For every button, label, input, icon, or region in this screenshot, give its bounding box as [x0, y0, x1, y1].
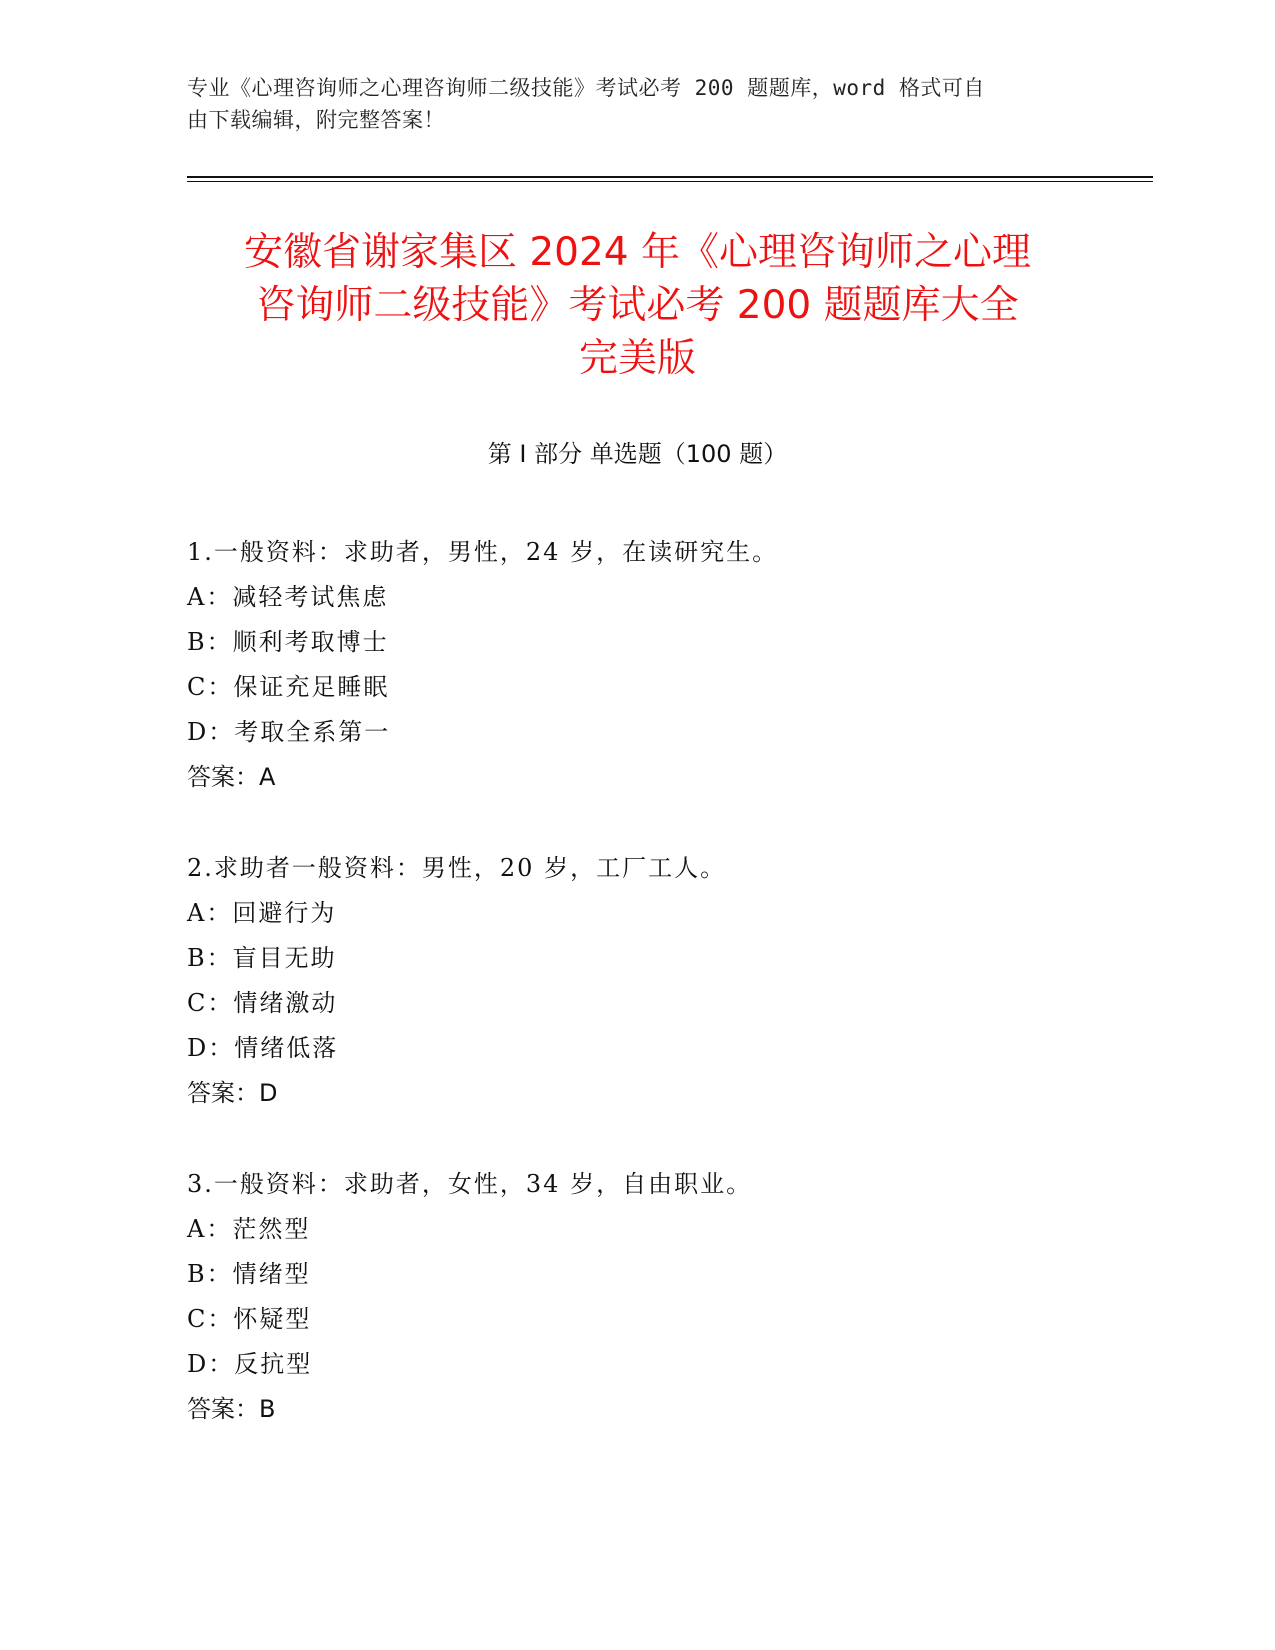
header-note-line-2: 由下载编辑，附完整答案！	[187, 108, 445, 132]
option-a: A：回避行为	[187, 899, 337, 927]
section-heading: 第 I 部分 单选题（100 题）	[487, 440, 788, 468]
header-divider-thick	[187, 176, 1153, 178]
question-stem: 1.一般资料：求助者，男性，24 岁，在读研究生。	[187, 538, 779, 566]
header-note	[187, 72, 1067, 136]
document-title	[160, 226, 1115, 385]
option-c: C：情绪激动	[187, 989, 338, 1017]
option-a: A：减轻考试焦虑	[187, 583, 389, 611]
header-divider-thin	[187, 181, 1153, 182]
question-stem: 2.求助者一般资料：男性，20 岁，工厂工人。	[187, 854, 727, 882]
option-c: C：保证充足睡眠	[187, 673, 390, 701]
option-d: D：考取全系第一	[187, 718, 391, 746]
option-b: B：盲目无助	[187, 944, 337, 972]
option-d: D：反抗型	[187, 1350, 313, 1378]
answer: 答案：D	[187, 1079, 278, 1107]
option-d: D：情绪低落	[187, 1034, 339, 1062]
document-title-line-3: 完美版	[578, 336, 696, 381]
option-c: C：怀疑型	[187, 1305, 312, 1333]
question-stem: 3.一般资料：求助者，女性，34 岁，自由职业。	[187, 1170, 753, 1198]
header-note-line-1: 专业《心理咨询师之心理咨询师二级技能》考试必考 200 题题库，word 格式可自	[187, 76, 985, 100]
question-2	[187, 846, 1147, 1116]
option-b: B：顺利考取博士	[187, 628, 389, 656]
question-3	[187, 1162, 1147, 1432]
question-list	[187, 530, 1147, 1432]
answer: 答案：B	[187, 1395, 276, 1423]
document-title-line-1: 安徽省谢家集区 2024 年《心理咨询师之心理	[243, 230, 1032, 275]
document-title-line-2: 咨询师二级技能》考试必考 200 题题库大全	[256, 283, 1019, 328]
question-1	[187, 530, 1147, 800]
answer: 答案：A	[187, 763, 276, 791]
option-b: B：情绪型	[187, 1260, 311, 1288]
option-a: A：茫然型	[187, 1215, 311, 1243]
